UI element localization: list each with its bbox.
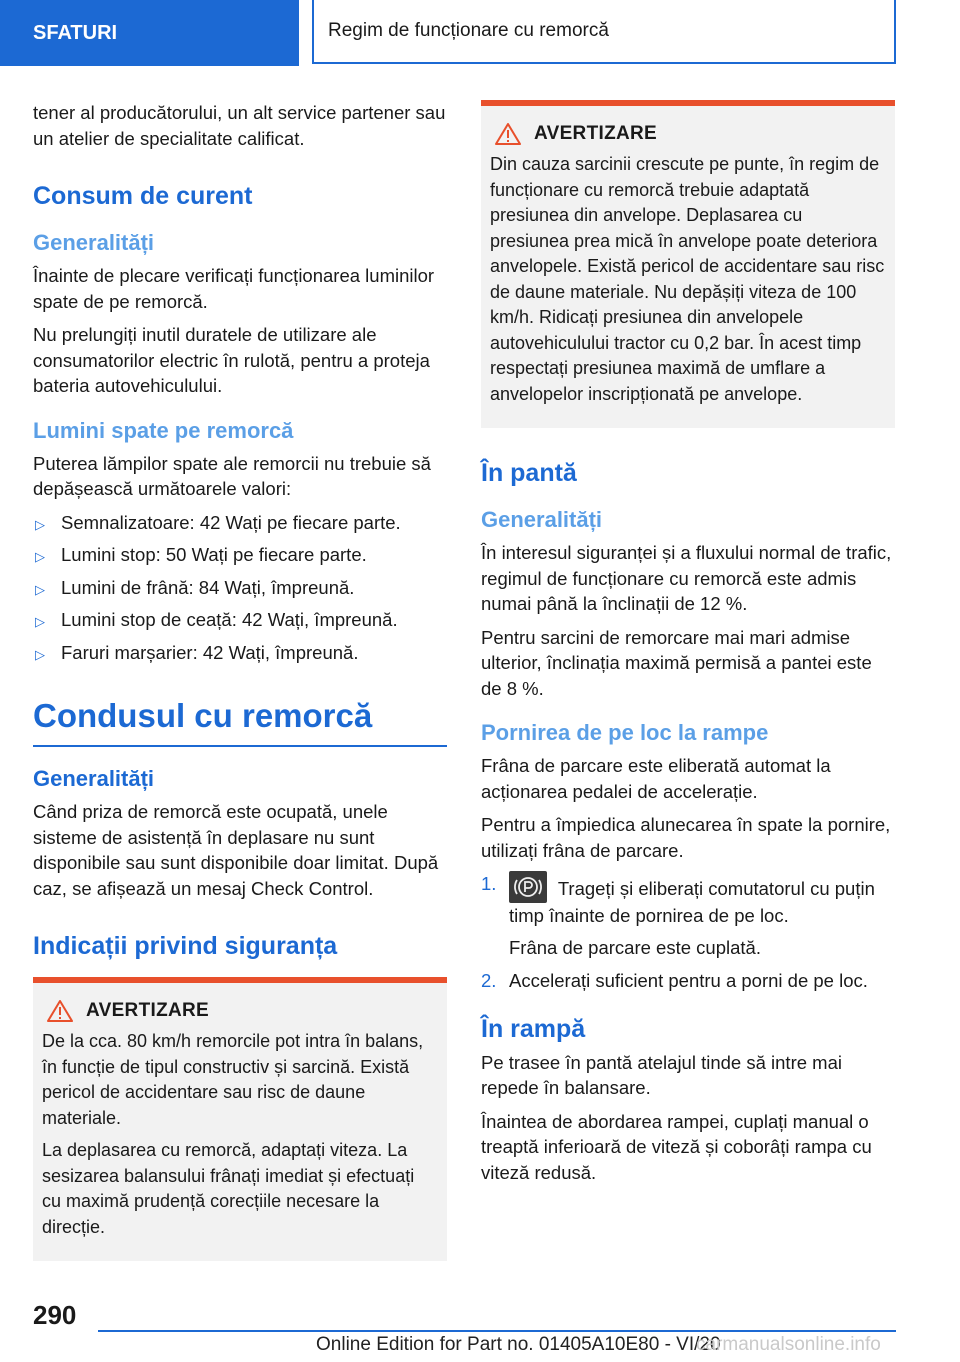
warning-triangle-icon xyxy=(494,122,522,146)
triangle-bullet-icon: ▷ xyxy=(35,516,45,532)
paragraph: Când priza de remorcă este ocupată, unele sisteme de asistență în deplasare nu sunt disponibile sau sunt disponibile doar limitat. După caz, se afișează un mesaj Check Control. xyxy=(33,801,439,899)
step-text: Trageți și eliberați comutatorul cu puțin timp înainte de pornirea de pe loc. xyxy=(509,878,875,926)
paragraph: Frâna de parcare este eliberată automat la acționarea pedalei de accelerație. xyxy=(481,755,831,802)
paragraph: Pe trasee în pantă atelajul tinde să intre mai repede în balansare. xyxy=(481,1051,842,1098)
heading-condus: Condusul cu remorcă xyxy=(33,695,447,747)
paragraph: Nu prelungiți inutil duratele de utilizare ale consumatorilor electric în rulotă, pentru a proteja bateria autovehiculului. xyxy=(33,324,430,396)
footer-divider xyxy=(98,1330,896,1332)
warning-header xyxy=(490,122,886,146)
heading-pornire: Pornirea de pe loc la rampe xyxy=(481,720,769,745)
list-item-text: Lumini stop de ceață: 42 Wați, împreună. xyxy=(61,609,398,630)
heading-rampa: În rampă xyxy=(481,1014,586,1043)
list-item-text: Faruri marșarier: 42 Wați, împreună. xyxy=(61,641,359,663)
warning-triangle-icon xyxy=(46,999,74,1023)
step-number: 1. xyxy=(481,873,497,894)
warning-header xyxy=(42,999,438,1023)
warning-text: La deplasarea cu remorcă, adaptați viteza. La sesizarea balansului frânați imediat și efectuați cu maximă prudență corecțiile necesare la direcție. xyxy=(42,1140,415,1237)
list-item xyxy=(33,575,447,601)
list-item xyxy=(33,607,447,633)
step-list xyxy=(481,871,895,994)
page-number: 290 xyxy=(33,1300,77,1330)
chapter-title: Regim de funcționare cu remorcă xyxy=(312,0,896,64)
list-item-text: Lumini stop: 50 Wați pe fiecare parte. xyxy=(61,544,367,565)
paragraph: Pentru sarcini de remorcare mai mari admise ulterior, înclinația maximă permisă a pantei este de 8 %. xyxy=(481,626,872,699)
step-item xyxy=(481,968,895,994)
triangle-bullet-icon: ▷ xyxy=(35,581,45,597)
paragraph: Înainte de plecare verificați funcționarea luminilor spate de pe remorcă. xyxy=(33,265,435,312)
warning-box xyxy=(33,977,447,1261)
triangle-bullet-icon: ▷ xyxy=(35,549,45,564)
section-tab[interactable]: SFATURI xyxy=(0,0,299,66)
heading-generalitati-3: Generalități xyxy=(481,507,603,532)
heading-indicatii: Indicații privind siguranța xyxy=(33,932,338,960)
warning-label: AVERTIZARE xyxy=(86,1000,209,1021)
left-column xyxy=(33,100,447,1261)
step-subtext: Frâna de parcare este cuplată. xyxy=(509,936,761,958)
paragraph: În interesul siguranței și a fluxului normal de trafic, regimul de funcționare cu remorcă este admis numai până la înclinații de 12 %. xyxy=(481,542,892,614)
watermark: carmanualsonline.info xyxy=(696,1334,881,1355)
heading-consum: Consum de curent xyxy=(33,182,253,210)
page-footer xyxy=(0,1290,960,1362)
heading-generalitati-1: Generalități xyxy=(33,230,155,255)
heading-panta: În pantă xyxy=(481,459,577,487)
paragraph: Puterea lămpilor spate ale remorcii nu trebuie să depășească următoarele valori: xyxy=(33,452,431,499)
triangle-bullet-icon: ▷ xyxy=(35,646,45,662)
edition-text: Online Edition for Part no. 01405A10E80 - VI/20 xyxy=(316,1334,721,1355)
paragraph: Pentru a împiedica alunecarea în spate la pornire, utilizați frâna de parcare. xyxy=(481,814,891,861)
warning-label: AVERTIZARE xyxy=(534,123,657,144)
heading-generalitati-2: Generalități xyxy=(33,766,155,791)
triangle-bullet-icon: ▷ xyxy=(35,614,45,629)
parking-brake-icon xyxy=(509,871,547,903)
list-item xyxy=(33,510,447,536)
list-item-text: Semnalizatoare: 42 Wați pe fiecare parte. xyxy=(61,511,401,533)
warning-box xyxy=(481,100,895,428)
step-number: 2. xyxy=(481,970,497,991)
warning-text: Din cauza sarcinii crescute pe punte, în regim de funcționare cu remorcă trebuie adaptată presiunea din anvelope. Deplasarea cu presiunea prea mică în anvelope poate deteriora anvelopele. Există pericol de accidentare sau risc de daune materiale. Nu depășiți viteza de 100 km/h. Ridicați presiunea din anvelopele autovehiculului tractor cu 0,2 bar. În acest timp respectați presiunea maximă de umflare a anvelopelor inscripționată pe anvelope. xyxy=(490,154,885,404)
list-item-text: Lumini de frână: 84 Wați, împreună. xyxy=(61,576,355,598)
list-item xyxy=(33,542,447,568)
page-header xyxy=(0,0,960,66)
intro-text: tener al producătorului, un alt service partener sau un atelier de specialitate calificat. xyxy=(33,102,446,149)
heading-lumini: Lumini spate pe remorcă xyxy=(33,417,294,443)
list-item xyxy=(33,640,447,666)
warning-text: De la cca. 80 km/h remorcile pot intra în balans, în funcție de tipul constructiv și sarcină. Există pericol de accidentare sau risc de daune materiale. xyxy=(42,1031,424,1128)
step-text: Accelerați suficient pentru a porni de pe loc. xyxy=(509,970,868,991)
bullet-list xyxy=(33,510,447,666)
right-column xyxy=(481,100,895,1193)
paragraph: Înaintea de abordarea rampei, cuplați manual o treaptă inferioară de viteză și coborâți rampa cu viteză redusă. xyxy=(481,1110,872,1183)
step-item xyxy=(481,871,895,960)
